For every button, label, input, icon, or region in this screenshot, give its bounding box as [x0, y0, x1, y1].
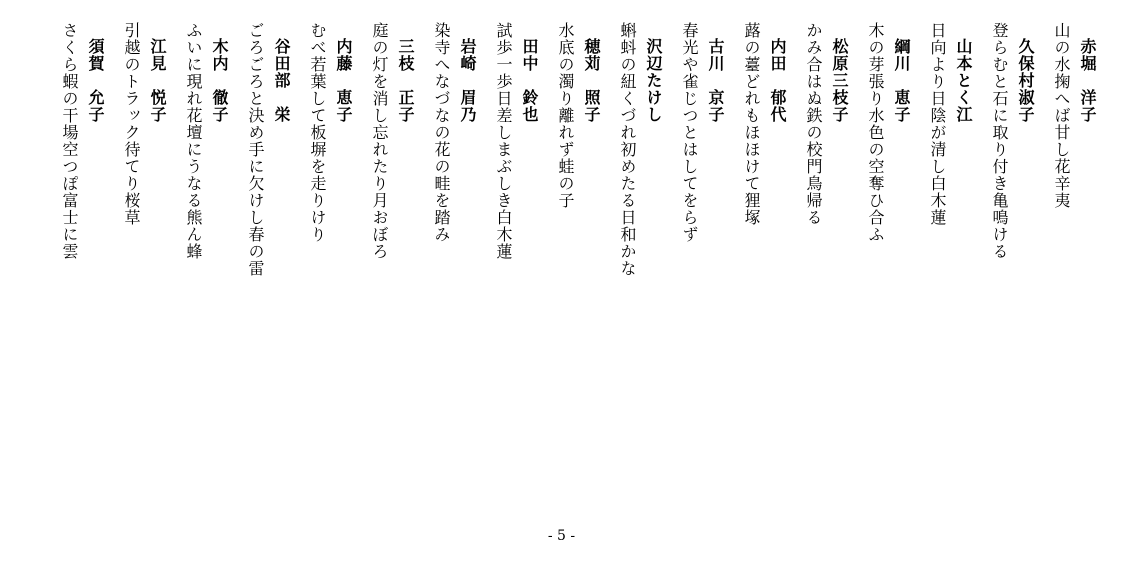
- page-area: [30, 22, 1100, 512]
- haiku-entry: [118, 22, 170, 226]
- haiku-verse: 春光や雀じつとはしてをらず: [680, 22, 699, 243]
- haiku-entry: [738, 22, 790, 226]
- haiku-entry: [924, 22, 976, 226]
- haiku-verse: かみ合はぬ鉄の校門鳥帰る: [804, 22, 823, 226]
- haiku-columns: [30, 22, 1100, 512]
- haiku-verse: 庭の灯を消し忘れたり月おぼろ: [370, 22, 389, 260]
- haiku-verse: 試歩一歩日差しまぶしき白木蓮: [494, 22, 513, 260]
- haiku-entry: [180, 22, 232, 260]
- haiku-entry: [490, 22, 542, 260]
- haiku-entry: [304, 22, 356, 243]
- haiku-author: 三枝 正子: [396, 38, 415, 123]
- haiku-author: 木内 徹子: [210, 38, 229, 123]
- haiku-verse: 蕗の薹どれもほほけて狸塚: [742, 22, 761, 226]
- haiku-verse: さくら蝦の干場空つぽ富士に雲: [60, 22, 79, 260]
- haiku-author: 穂苅 照子: [582, 38, 601, 123]
- haiku-verse: 染寺へなづなの花の畦を踏み: [432, 22, 451, 243]
- haiku-verse: ふいに現れ花壇にうなる熊ん蜂: [184, 22, 203, 260]
- page-number: - 5 -: [547, 528, 576, 544]
- haiku-entry: [56, 22, 108, 260]
- haiku-author: 須賀 允子: [86, 38, 105, 123]
- haiku-author: 古川 京子: [706, 38, 725, 123]
- haiku-verse: ごろごろと決め手に欠けし春の雷: [246, 22, 265, 277]
- haiku-author: 沢辺たけし: [644, 38, 663, 123]
- haiku-author: 内藤 恵子: [334, 38, 353, 123]
- haiku-author: 久保村淑子: [1016, 38, 1035, 123]
- haiku-verse: 木の芽張り水色の空奪ひ合ふ: [866, 22, 885, 243]
- haiku-author: 山本とく江: [954, 38, 973, 123]
- haiku-author: 岩崎 眉乃: [458, 38, 477, 123]
- haiku-entry: [552, 22, 604, 209]
- haiku-entry: [800, 22, 852, 226]
- haiku-verse: むべ若葉して板塀を走りけり: [308, 22, 327, 243]
- haiku-verse: 登らむと石に取り付き亀鳴ける: [990, 22, 1009, 260]
- haiku-verse: 引越のトラック待てり桜草: [122, 22, 141, 226]
- haiku-entry: [986, 22, 1038, 260]
- haiku-entry: [862, 22, 914, 243]
- haiku-author: 谷田部 栄: [272, 38, 291, 123]
- haiku-entry: [1048, 22, 1100, 209]
- haiku-verse: 日向より日陰が清し白木蓮: [928, 22, 947, 226]
- haiku-entry: [676, 22, 728, 243]
- haiku-author: 田中 鈴也: [520, 38, 539, 123]
- haiku-entry: [428, 22, 480, 243]
- haiku-author: 内田 郁代: [768, 38, 787, 123]
- haiku-author: 松原三枝子: [830, 38, 849, 123]
- haiku-verse: 蝌蚪の紐くづれ初めたる日和かな: [618, 22, 637, 277]
- haiku-verse: 水底の濁り離れず蛙の子: [556, 22, 575, 209]
- haiku-author: 江見 悦子: [148, 38, 167, 123]
- haiku-entry: [614, 22, 666, 277]
- haiku-entry: [366, 22, 418, 260]
- haiku-verse: 山の水掬へば甘し花辛夷: [1052, 22, 1071, 209]
- haiku-author: 綱川 恵子: [892, 38, 911, 123]
- haiku-author: 赤堀 洋子: [1078, 38, 1097, 123]
- haiku-entry: [242, 22, 294, 277]
